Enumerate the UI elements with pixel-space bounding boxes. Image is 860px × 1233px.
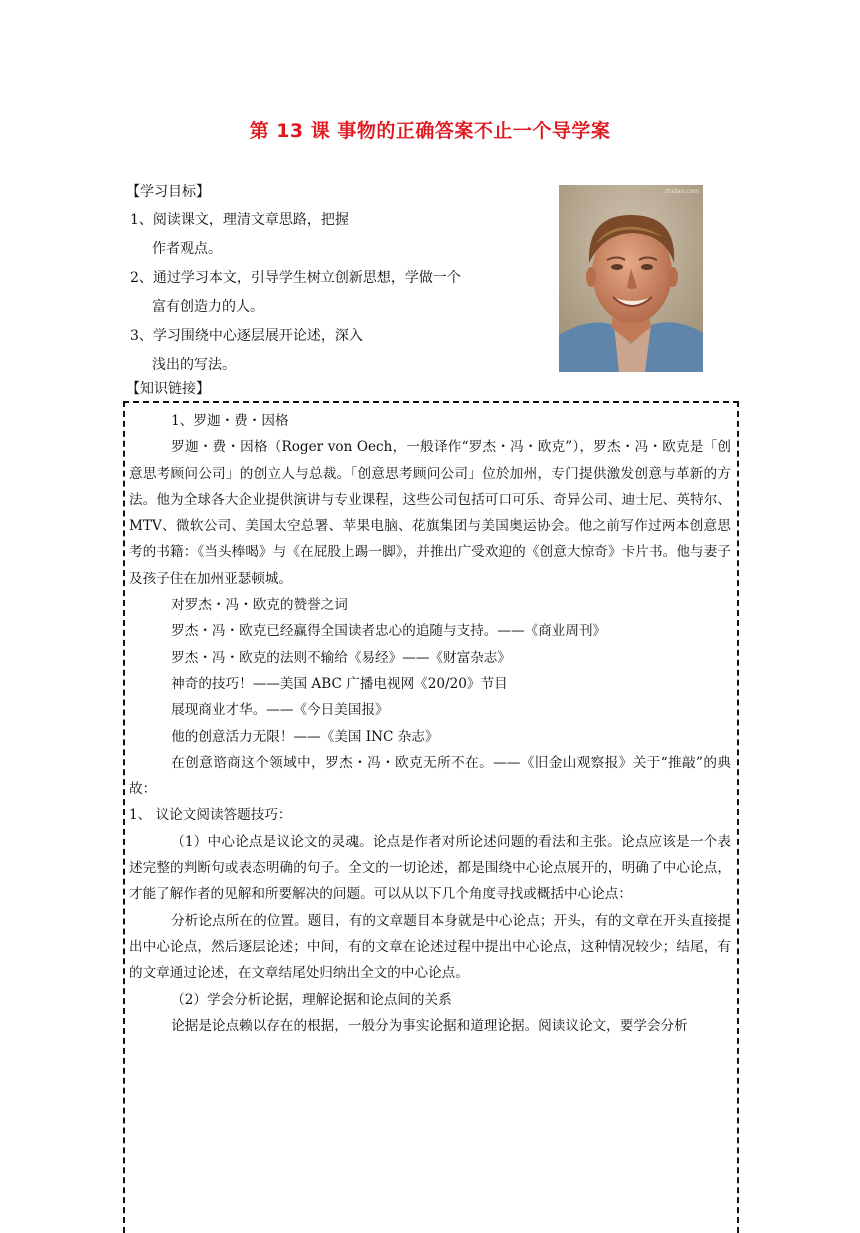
praise-item: 神奇的技巧！——美国 ABC 广播电视网《20/20》节目	[171, 675, 508, 692]
objective-2	[130, 264, 461, 322]
praise-item: 他的创意活力无限！——《美国 INC 杂志》	[171, 728, 439, 745]
objective-1-line1: 1、阅读课文，理清文章思路，把握	[130, 212, 349, 228]
point2-body: 论据是论点赖以存在的根据，一般分为事实论据和道理论据。阅读议论文，要学会分析	[171, 1017, 688, 1034]
objective-2-line1: 2、通过学习本文，引导学生树立创新思想，学做一个	[130, 270, 461, 286]
objective-2-line2: 富有创造力的人。	[152, 299, 264, 315]
point1-body: 分析论点所在的位置。题目，有的文章题目本身就是中心论点；开头，有的文章在开头直接提出中心论点，然后逐层论述；中间，有的文章在论述过程中提出中心论点，这种情况较少；结尾，有的文章通过论述，在文章结尾处归纳出全文的中心论点。	[129, 912, 731, 982]
point2-heading: （2）学会分析论据，理解论据和论点间的关系	[171, 991, 452, 1008]
author-portrait	[559, 185, 703, 372]
knowledge-content	[129, 408, 731, 1039]
objectives-heading: 【学习目标】	[126, 184, 210, 200]
knowledge-box	[123, 401, 739, 1233]
page-title: 第 13 课 事物的正确答案不止一个导学案	[249, 120, 611, 142]
objective-3-line1: 3、学习围绕中心逐层展开论述，深入	[130, 328, 363, 344]
objective-1	[130, 206, 349, 264]
objective-3	[130, 322, 363, 380]
photo-watermark: zhidao.com	[664, 188, 699, 195]
person-heading: 1、罗迦・费・因格	[171, 413, 289, 429]
knowledge-heading: 【知识链接】	[126, 381, 210, 397]
point1-paragraph: （1）中心论点是议论文的灵魂。论点是作者对所论述问题的看法和主张。论点应该是一个表述完整的判断句或表态明确的句子。全文的一切论述，都是围绕中心论点展开的，明确了中心论点，才能了解作者的见解和所要解决的问题。可以从以下几个角度寻找或概括中心论点：	[129, 833, 731, 903]
bio-paragraph: 罗迦・费・因格（Roger von Oech，一般译作“罗杰・冯・欧克”），罗杰・冯・欧克是「创意思考顾问公司」的创立人与总裁。「创意思考顾问公司」位於加州，专门提供激发创意与革新的方法。他为全球各大企业提供演讲与专业课程，这些公司包括可口可乐、奇异公司、迪士尼、英特尔、MTV、微软公司、美国太空总署、苹果电脑、花旗集团与美国奥运协会。他之前写作过两本创意思考的书籍：《当头棒喝》与《在屁股上踢一脚》，并推出广受欢迎的《创意大惊奇》卡片书。他与妻子及孩子住在加州亚瑟顿城。	[129, 439, 731, 587]
objective-3-line2: 浅出的写法。	[152, 357, 236, 373]
praise-last: 在创意谘商这个领域中，罗杰・冯・欧克无所不在。——《旧金山观察报》关于“推敲”的典故：	[129, 754, 731, 798]
praise-item: 罗杰・冯・欧克已经赢得全国读者忠心的追随与支持。——《商业周刊》	[171, 623, 607, 640]
praise-heading: 对罗杰・冯・欧克的赞誉之词	[171, 597, 348, 614]
praise-item: 罗杰・冯・欧克的法则不输给《易经》——《财富杂志》	[171, 649, 511, 666]
skills-heading: 1、 议论文阅读答题技巧：	[129, 807, 292, 824]
praise-item: 展现商业才华。——《今日美国报》	[171, 702, 389, 719]
objective-1-line2: 作者观点。	[152, 241, 222, 257]
